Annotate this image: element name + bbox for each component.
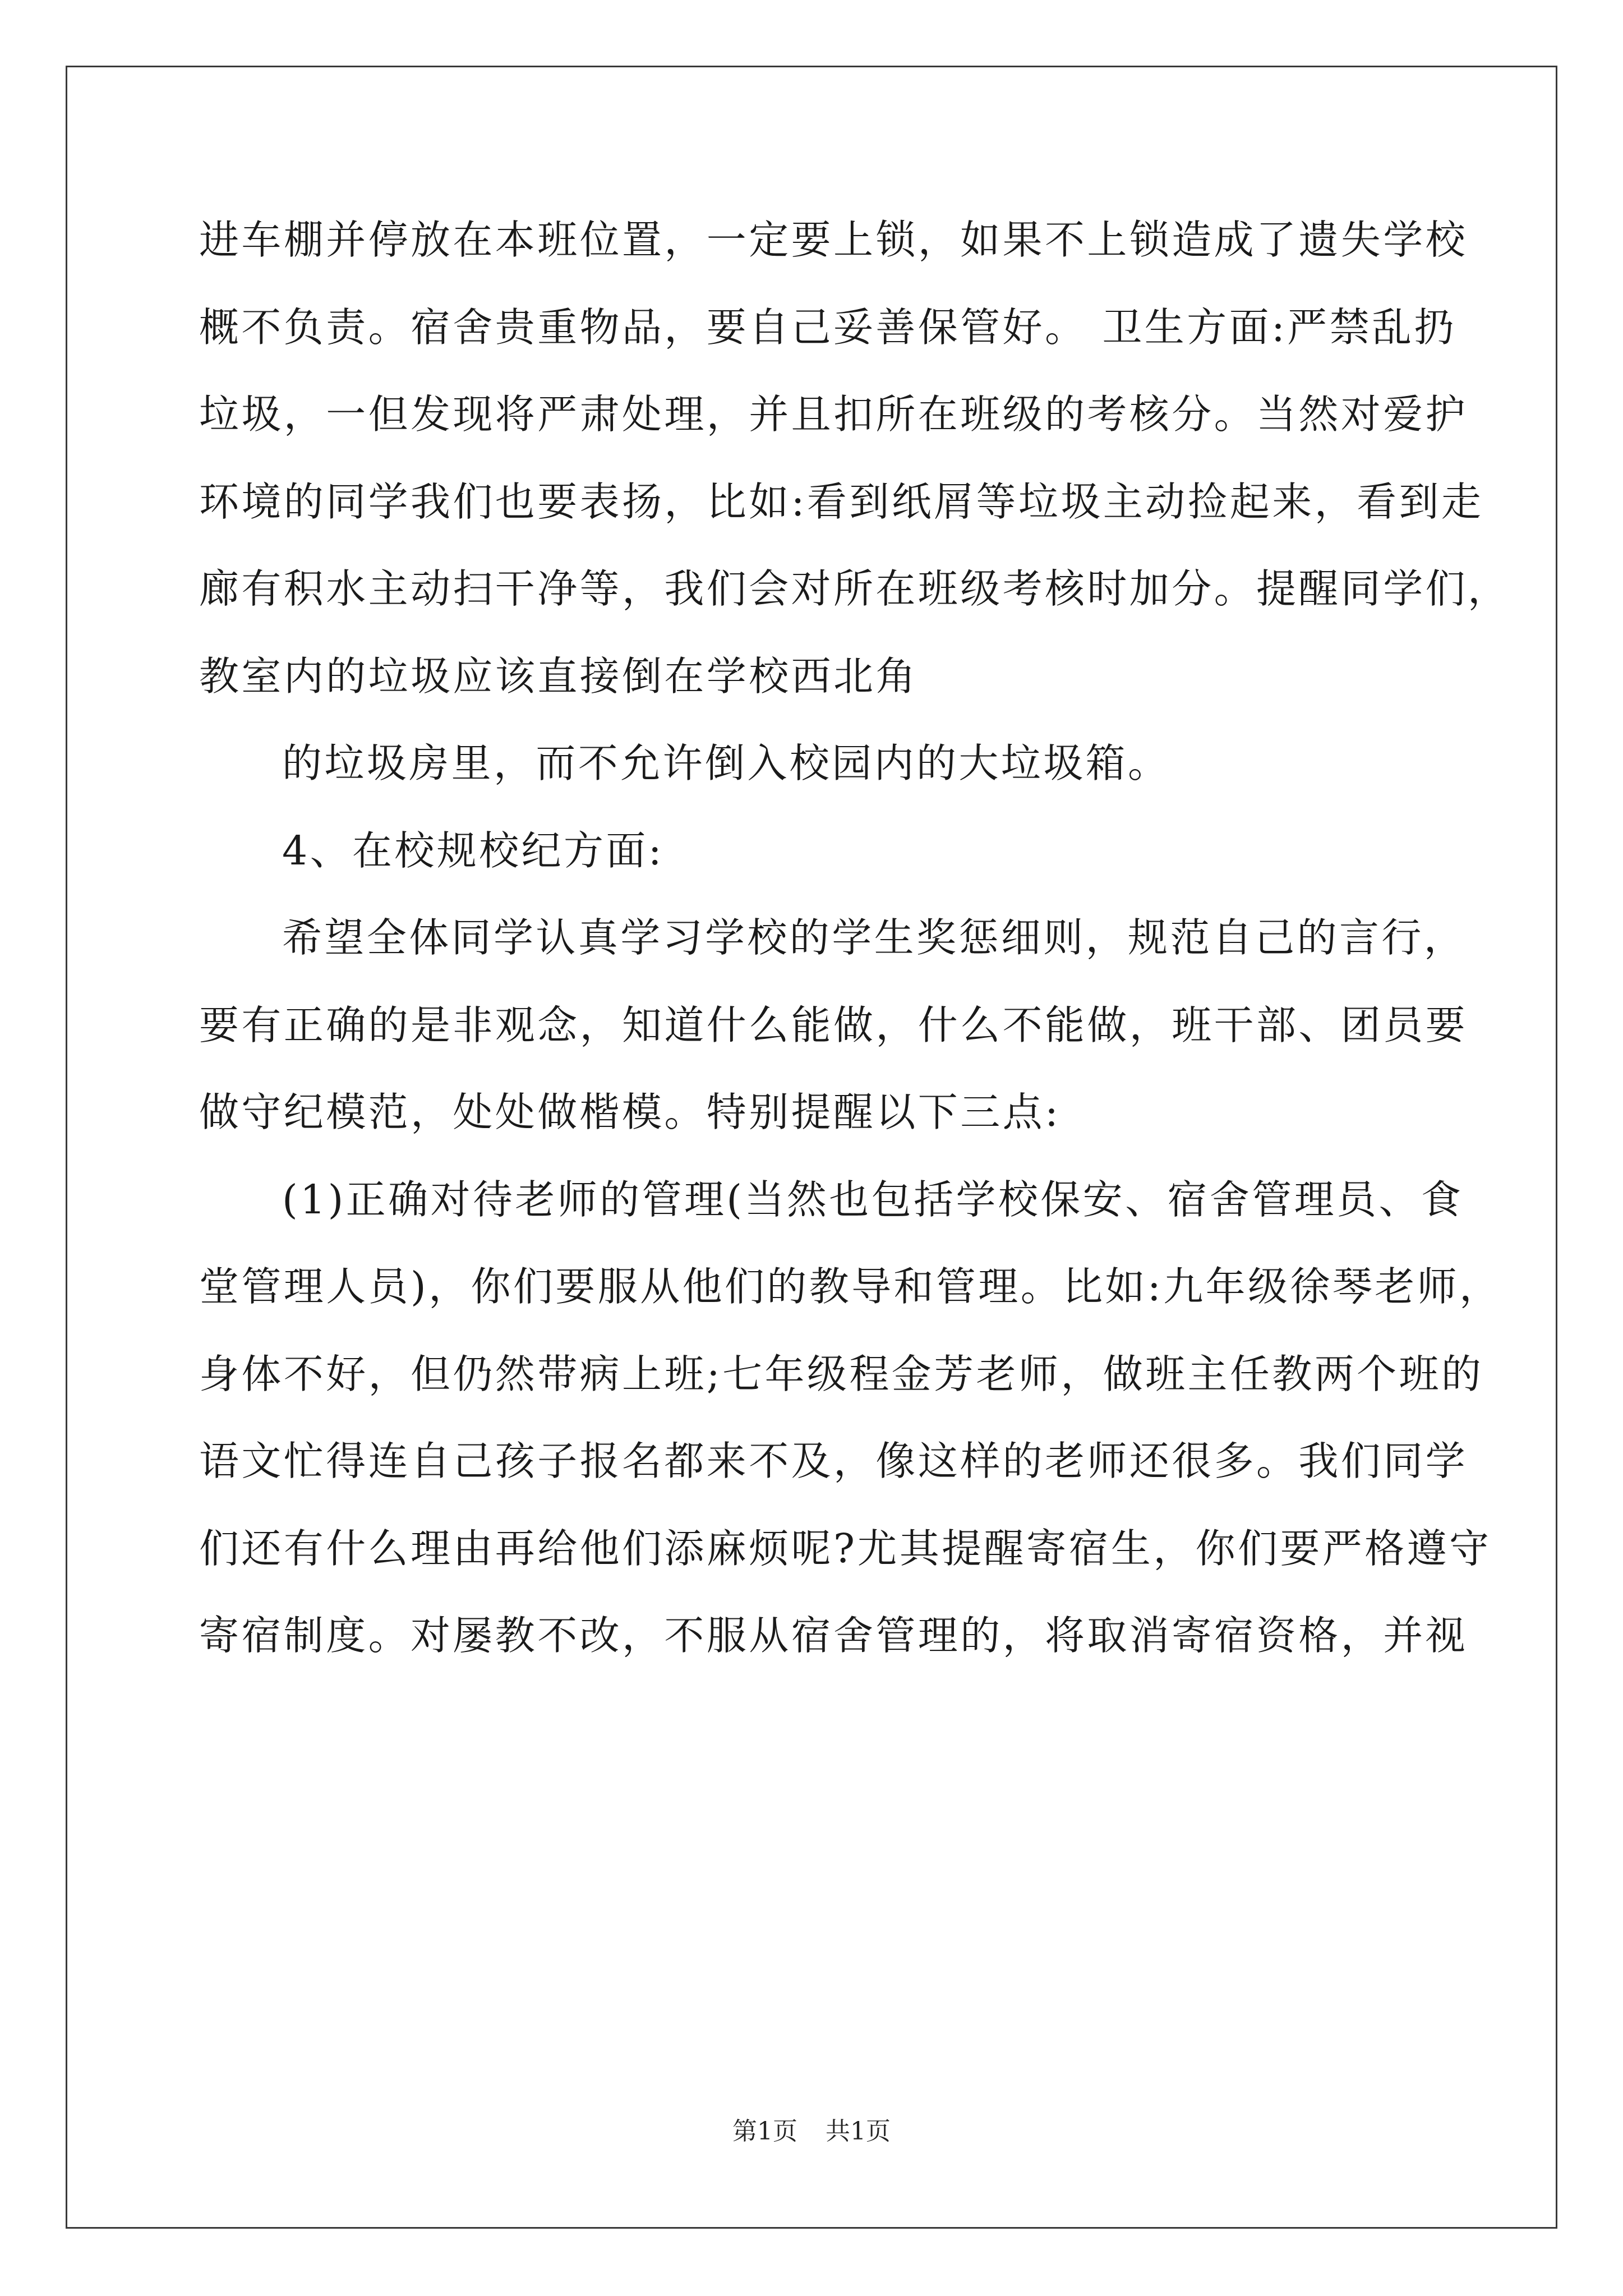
text-line: 希望全体同学认真学习学校的学生奖惩细则，规范自己的言行， [282, 914, 1467, 961]
text-line: 语文忙得连自己孩子报名都来不及，像这样的老师还很多。我们同学 [199, 1438, 1468, 1484]
text-line: 教室内的垃圾应该直接倒在学校西北角 [199, 652, 918, 700]
page-number: 第1页 [732, 2117, 797, 2146]
text-line: 身体不好，但仍然带病上班;七年级程金芳老师，做班主任教两个班的 [199, 1350, 1484, 1397]
text-line: 概不负责。宿舍贵重物品，要自己妥善保管好。 卫生方面:严禁乱扔 [199, 303, 1456, 351]
page-border [66, 66, 1557, 2229]
page-total: 共1页 [826, 2117, 891, 2146]
text-line: 堂管理人员)，你们要服从他们的教导和管理。比如:九年级徐琴老师， [199, 1263, 1502, 1310]
text-line: 4、在校规校纪方面: [282, 827, 665, 874]
text-line: 垃圾，一但发现将严肃处理，并且扣所在班级的考核分。当然对爱护 [199, 391, 1468, 438]
page-footer [0, 2118, 1623, 2146]
text-line: 寄宿制度。对屡教不改，不服从宿舍管理的，将取消寄宿资格，并视 [199, 1612, 1468, 1659]
text-line: (1)正确对待老师的管理(当然也包括学校保安、宿舍管理员、食 [282, 1176, 1464, 1223]
text-line: 的垃圾房里，而不允许倒入校园内的大垃圾箱。 [282, 740, 1170, 786]
text-line: 廊有积水主动扫干净等，我们会对所在班级考核时加分。提醒同学们， [199, 565, 1510, 612]
text-line: 做守纪模范，处处做楷模。特别提醒以下三点: [199, 1089, 1061, 1135]
text-line: 进车棚并停放在本班位置，一定要上锁，如果不上锁造成了遗失学校 [199, 217, 1468, 263]
text-line: 要有正确的是非观念，知道什么能做，什么不能做，班干部、团员要 [199, 1001, 1468, 1048]
text-line: 们还有什么理由再给他们添麻烦呢?尤其提醒寄宿生，你们要严格遵守 [199, 1525, 1492, 1572]
text-line: 环境的同学我们也要表扬，比如:看到纸屑等垃圾主动捡起来，看到走 [199, 478, 1484, 525]
